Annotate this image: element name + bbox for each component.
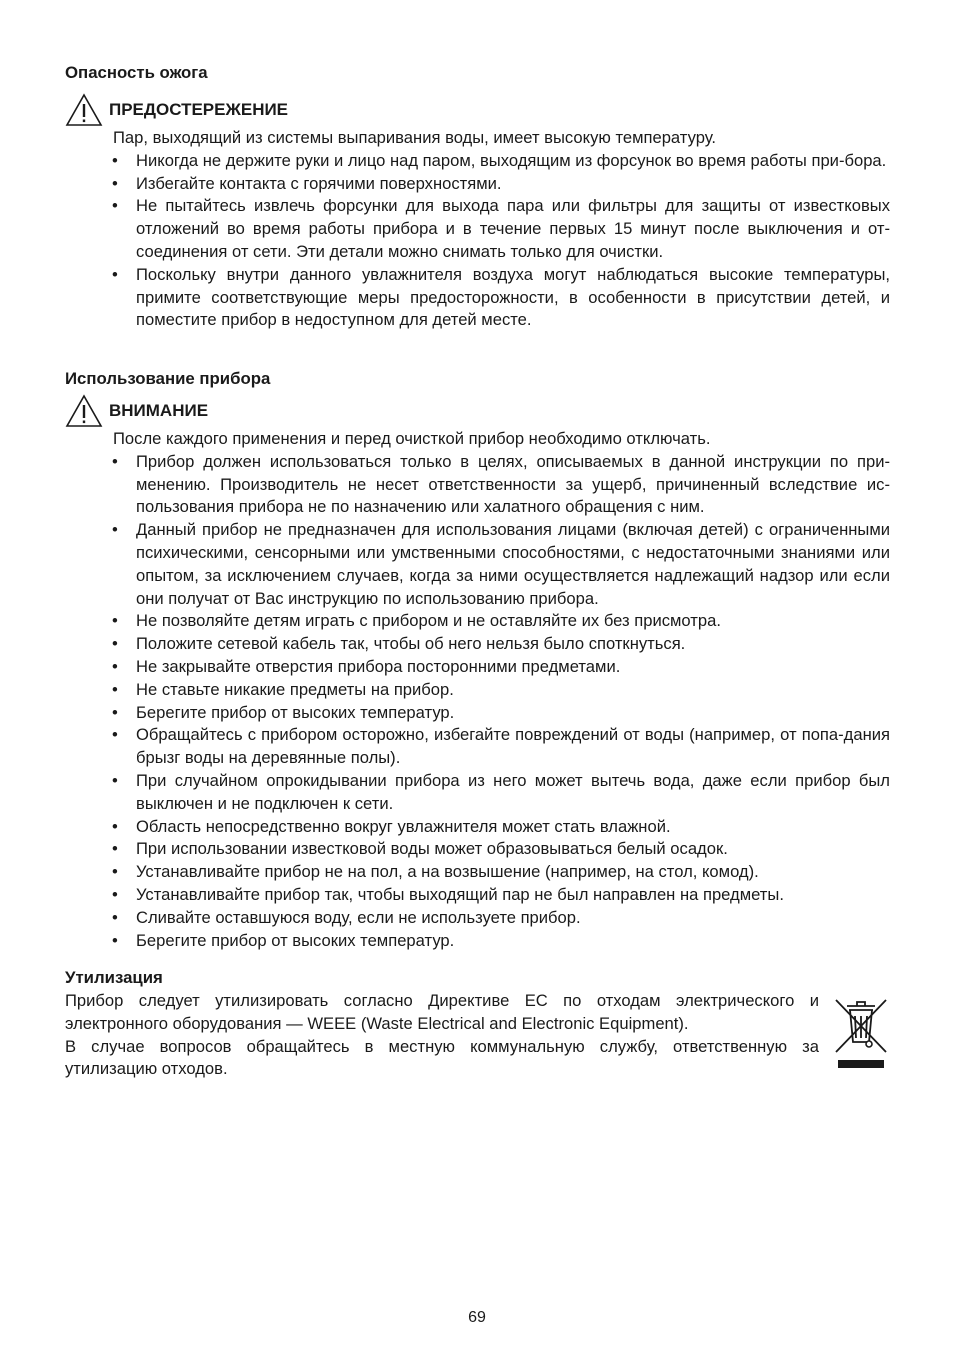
bullet-icon: •: [112, 520, 118, 540]
list-item: [65, 861, 895, 884]
list-item: [65, 724, 895, 770]
bullet-icon: •: [112, 725, 118, 745]
list-item-text: Сливайте оставшуюся воду, если не используете прибор.: [136, 907, 581, 927]
list-item: [65, 610, 895, 633]
bullet-icon: •: [112, 839, 118, 859]
crossed-out-wheelie-bin-icon: [833, 996, 889, 1070]
bullet-list-usage: [65, 451, 895, 953]
bullet-icon: •: [112, 173, 118, 193]
bullet-icon: •: [112, 634, 118, 654]
list-item-text: Берегите прибор от высоких температур.: [136, 930, 455, 950]
list-item: [65, 930, 895, 953]
list-item-text: Обращайтесь с прибором осторожно, избегайте повреждений от воды (например, от попа-дания брызг воды на деревянные полы).: [136, 725, 890, 768]
section-title-burn: Опасность ожога: [65, 63, 208, 82]
bullet-icon: •: [112, 264, 118, 284]
list-item-text: Устанавливайте прибор не на пол, а на возвышение (например, на стол, комод).: [136, 862, 759, 882]
list-item-text: Берегите прибор от высоких температур.: [136, 702, 455, 722]
bullet-icon: •: [112, 862, 118, 882]
bullet-icon: •: [112, 656, 118, 676]
bullet-icon: •: [112, 451, 118, 471]
list-item-text: Не пытайтесь извлечь форсунки для выхода пара или фильтры для защиты от известковых отложений во время работы прибора и в течение первых 15 минут после выключения и от-соединения от сети. Эти детали можно снимать только для очистки.: [136, 196, 890, 261]
bullet-icon: •: [112, 196, 118, 216]
warning-triangle-icon: [65, 93, 103, 127]
list-item-text: Не закрывайте отверстия прибора посторонними предметами.: [136, 656, 621, 676]
list-item-text: Положите сетевой кабель так, чтобы об него нельзя было споткнуться.: [136, 634, 686, 654]
bullet-icon: •: [112, 770, 118, 790]
list-item-text: При использовании известковой воды может образовываться белый осадок.: [136, 839, 728, 859]
page-number: 69: [468, 1309, 486, 1326]
list-item-text: Область непосредственно вокруг увлажнителя может стать влажной.: [136, 816, 671, 836]
list-item: [65, 770, 895, 816]
warning-triangle-icon: [65, 394, 103, 428]
list-item-text: Прибор должен использоваться только в целях, описываемых в данной инструкции по при-менению. Производитель не несет ответственности за ущерб, причиненный вследствие ис-пользования прибора не по назначению или халатного обращения с ним.: [136, 451, 890, 517]
list-item-text: Поскольку внутри данного увлажнителя воздуха могут наблюдаться высокие температуры, примите соответствующие меры предосторожности, в особенности в присутствии детей, и поместите прибор в недоступном для детей месте.: [136, 264, 890, 330]
warning-header: [65, 400, 895, 426]
warning-intro: Пар, выходящий из системы выпаривания воды, имеет высокую температуру.: [113, 128, 716, 147]
list-item-text: Не ставьте никакие предметы на прибор.: [136, 679, 454, 699]
list-item: [65, 173, 895, 196]
list-item: [65, 907, 895, 930]
bullet-icon: •: [112, 150, 118, 170]
section-title-disposal: Утилизация: [65, 968, 163, 987]
bullet-icon: •: [112, 816, 118, 836]
list-item-text: Избегайте контакта с горячими поверхностями.: [136, 173, 502, 193]
list-item: [65, 656, 895, 679]
list-item-text: Никогда не держите руки и лицо над паром, выходящим из форсунок во время работы при-бора.: [136, 150, 887, 170]
list-item: [65, 884, 895, 907]
bullet-icon: •: [112, 679, 118, 699]
warning-header: [65, 99, 895, 125]
list-item: [65, 679, 895, 702]
list-item: [65, 702, 895, 725]
list-item-text: Данный прибор не предназначен для использования лицами (включая детей) с ограниченными психическими, сенсорными или умственными способностями, с недостаточными знаниями или опытом, за исключением случаев, когда за ними осуществляется надлежащий надзор или если они получат от Вас инструкцию по использованию прибора.: [136, 520, 890, 608]
warning-title: ВНИМАНИЕ: [109, 401, 209, 420]
warning-title: ПРЕДОСТЕРЕЖЕНИЕ: [109, 100, 289, 119]
bullet-list-burn: [65, 150, 895, 332]
list-item-text: Устанавливайте прибор так, чтобы выходящий пар не был направлен на предметы.: [136, 884, 784, 904]
bullet-icon: •: [112, 611, 118, 631]
list-item: [65, 838, 895, 861]
bullet-icon: •: [112, 930, 118, 950]
disposal-text: [65, 990, 819, 1081]
disposal-paragraph: В случае вопросов обращайтесь в местную коммунальную службу, ответственную за утилизацию отходов.: [65, 1036, 819, 1079]
list-item-text: Не позволяйте детям играть с прибором и не оставляйте их без присмотра.: [136, 611, 721, 631]
bullet-icon: •: [112, 907, 118, 927]
section-title-usage: Использование прибора: [65, 369, 271, 388]
bullet-icon: •: [112, 884, 118, 904]
list-item: [65, 195, 895, 263]
disposal-paragraph: Прибор следует утилизировать согласно Директиве ЕС по отходам электрического и электронного оборудования — WEEE (Waste Electrical and Electronic Equipment).: [65, 991, 819, 1033]
warning-intro: После каждого применения и перед очисткой прибор необходимо отключать.: [113, 429, 711, 448]
list-item: [65, 519, 895, 610]
warning-block-burn: [65, 99, 895, 332]
list-item: [65, 633, 895, 656]
warning-block-usage: [65, 400, 895, 952]
list-item: [65, 816, 895, 839]
bullet-icon: •: [112, 702, 118, 722]
list-item: [65, 150, 895, 173]
list-item: [65, 264, 895, 332]
list-item-text: При случайном опрокидывании прибора из него может вытечь вода, даже если прибор был выключен и не подключен к сети.: [136, 770, 890, 813]
list-item: [65, 451, 895, 519]
